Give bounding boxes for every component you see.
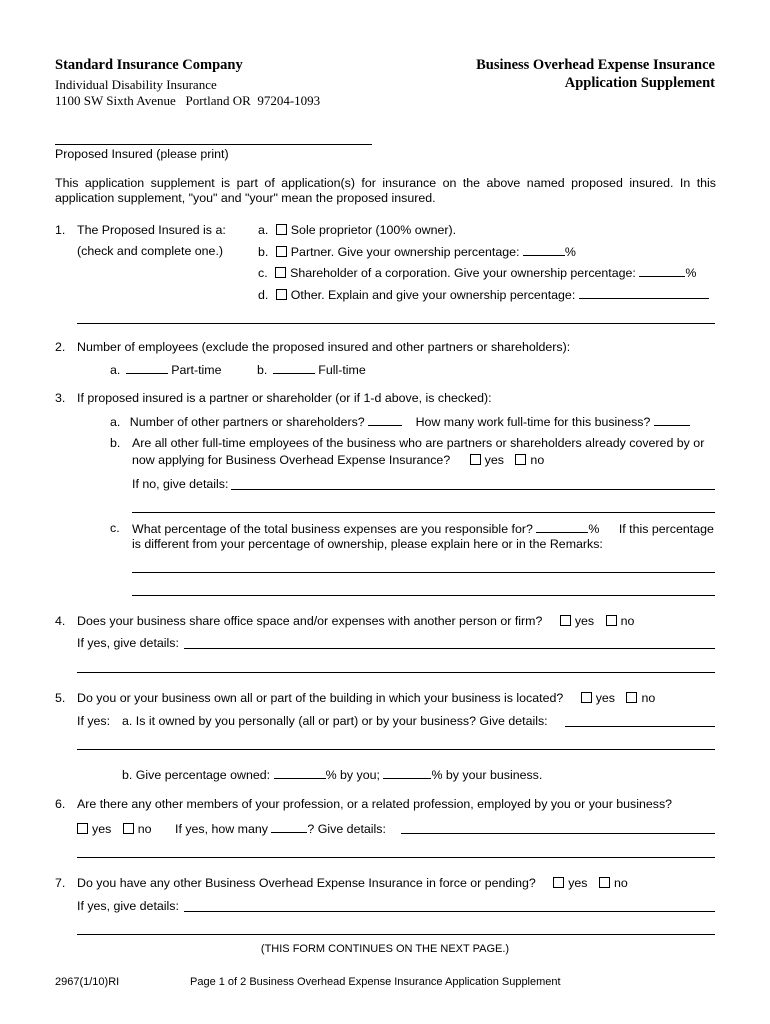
q5-b-text2: % by you; — [325, 768, 380, 782]
q7-yes-checkbox[interactable] — [553, 877, 564, 888]
q6-number: 6. — [55, 797, 66, 811]
division-name: Individual Disability Insurance — [55, 77, 217, 92]
q7-yes-label: yes — [568, 876, 588, 890]
q1-d-explain-line[interactable] — [77, 323, 715, 324]
q3-b-no-checkbox[interactable] — [515, 454, 526, 465]
q3-c-letter: c. — [110, 521, 120, 535]
q7-details-label: If yes, give details: — [77, 899, 179, 913]
q3-a-partners-field[interactable] — [368, 414, 402, 426]
q1-d-text: Other. Explain and give your ownership percentage: — [290, 288, 576, 302]
q3-b-details-line-2[interactable] — [132, 512, 715, 513]
q7-details-line-1[interactable] — [184, 911, 715, 912]
q5-yes-label: yes — [595, 691, 616, 705]
q1-number: 1. — [55, 223, 66, 237]
q3-c-text1: What percentage of the total business expenses are you responsible for? — [132, 522, 533, 536]
q4-text: Does your business share office space and/or expenses with another person or firm? — [77, 614, 543, 628]
q7-details-line-2[interactable] — [77, 934, 715, 935]
q6-details-line-2[interactable] — [77, 857, 715, 858]
q6-no-label: no — [137, 822, 152, 836]
q4-details-line-1[interactable] — [184, 648, 715, 649]
q7-number: 7. — [55, 876, 66, 890]
q3-b-yes-checkbox[interactable] — [470, 454, 481, 465]
q2-b-letter: b. — [257, 363, 268, 377]
q6-text: Are there any other members of your profession, or a related profession, employed by you or your business? — [77, 797, 673, 811]
q1-b-text: Partner. Give your ownership percentage: — [290, 245, 520, 259]
q1-a-checkbox[interactable] — [276, 224, 287, 235]
q3-b-details-line-1[interactable] — [231, 489, 715, 490]
q1-a-letter: a. — [258, 223, 269, 237]
q2-a-letter: a. — [110, 363, 121, 377]
q1-a-text: Sole proprietor (100% owner). — [290, 223, 457, 237]
q3-c-explain-line-2[interactable] — [132, 595, 715, 596]
q3-c-text1b: If this percentage — [618, 522, 714, 536]
company-address: 1100 SW Sixth Avenue Portland OR 97204-1093 — [55, 93, 321, 108]
q1-b-percentage-field[interactable] — [523, 244, 565, 256]
q1-c-percentage-field[interactable] — [639, 265, 685, 277]
q5-row — [77, 691, 655, 705]
q1-c-suffix: % — [685, 266, 697, 280]
q5-a-text: a. Is it owned by you personally (all or part) or by your business? Give details: — [122, 714, 548, 728]
q5-b-you-field[interactable] — [274, 767, 326, 779]
q6-yes-label: yes — [92, 822, 112, 836]
q1-b-letter: b. — [258, 245, 269, 259]
form-title-line-1: Business Overhead Expense Insurance — [476, 57, 715, 73]
q5-a-details-line-1[interactable] — [565, 726, 715, 727]
q7-no-checkbox[interactable] — [599, 877, 610, 888]
q3-a-letter: a. — [110, 415, 121, 429]
q2-full-time — [257, 362, 366, 377]
q4-details-line-2[interactable] — [77, 672, 715, 673]
q3-c-explain-line-1[interactable] — [132, 572, 715, 573]
form-number: 2967(1/10)RI — [55, 976, 120, 988]
form-title-line-2: Application Supplement — [564, 75, 715, 91]
q3-a-text: Number of other partners or shareholders? — [129, 415, 365, 429]
q1-option-a — [258, 223, 456, 237]
q3-b-no-label: no — [530, 453, 545, 467]
q3-a-text2: How many work full-time for this business? — [415, 415, 651, 429]
q4-yes-label: yes — [574, 614, 595, 628]
q6-details-line-1[interactable] — [401, 833, 715, 834]
q5-text: Do you or your business own all or part of the building in which your business is located? — [77, 691, 564, 705]
q4-no-label: no — [620, 614, 635, 628]
q7-row — [77, 876, 628, 890]
q1-c-checkbox[interactable] — [275, 267, 286, 278]
q4-yes-checkbox[interactable] — [560, 615, 571, 626]
q3-b-text1: Are all other full-time employees of the business who are partners or shareholders already covered by or — [132, 436, 705, 450]
q5-b-text3: % by your business. — [431, 768, 543, 782]
q2-b-text: Full-time — [318, 363, 366, 377]
q5-number: 5. — [55, 691, 66, 705]
q4-details-label: If yes, give details: — [77, 636, 179, 650]
q1-option-c — [258, 265, 696, 280]
q4-number: 4. — [55, 614, 66, 628]
q3-a-fulltime-field[interactable] — [654, 414, 690, 426]
q5-if-yes-label: If yes: — [77, 714, 111, 728]
q5-no-label: no — [641, 691, 656, 705]
company-name: Standard Insurance Company — [55, 57, 243, 73]
q2-text: Number of employees (exclude the proposed insured and other partners or shareholders): — [77, 340, 571, 354]
q3-text: If proposed insured is a partner or shareholder (or if 1-d above, is checked): — [77, 391, 492, 405]
q3-c-text2: is different from your percentage of ownership, please explain here or in the Remarks: — [132, 537, 603, 551]
q5-b-business-field[interactable] — [383, 767, 431, 779]
q2-number: 2. — [55, 340, 66, 354]
q3-a-row — [110, 414, 690, 429]
proposed-insured-label: Proposed Insured (please print) — [55, 147, 229, 161]
q5-b-row — [122, 767, 542, 782]
page-info: Page 1 of 2 Business Overhead Expense Insurance Application Supplement — [190, 976, 561, 988]
q1-b-suffix: % — [564, 245, 576, 259]
q3-b-yes-label: yes — [484, 453, 504, 467]
q2-full-time-field[interactable] — [273, 362, 315, 374]
q6-row2 — [77, 821, 386, 836]
q3-b-letter: b. — [110, 436, 121, 450]
q2-a-text: Part-time — [171, 363, 222, 377]
q3-b-text2: now applying for Business Overhead Expense Insurance? — [132, 453, 451, 467]
q6-how-many-label: If yes, how many — [175, 822, 268, 836]
q7-no-label: no — [613, 876, 628, 890]
q3-number: 3. — [55, 391, 66, 405]
proposed-insured-name-line[interactable] — [55, 144, 372, 145]
q6-yes-checkbox[interactable] — [77, 823, 88, 834]
q5-b-text1: b. Give percentage owned: — [122, 768, 271, 782]
q3-c-percentage-field[interactable] — [536, 521, 588, 533]
q5-a-details-line-2[interactable] — [77, 749, 715, 750]
q1-d-checkbox[interactable] — [276, 289, 287, 300]
q1-d-letter: d. — [258, 288, 269, 302]
q1-option-d — [258, 287, 709, 302]
q1-b-checkbox[interactable] — [276, 246, 287, 257]
q5-yes-checkbox[interactable] — [581, 692, 592, 703]
q7-text: Do you have any other Business Overhead Expense Insurance in force or pending? — [77, 876, 536, 890]
q1-hint: (check and complete one.) — [77, 244, 224, 258]
q4-no-checkbox[interactable] — [606, 615, 617, 626]
q3-b-details-label: If no, give details: — [132, 477, 229, 491]
q3-c-row1 — [132, 521, 714, 536]
q3-b-row2 — [132, 453, 544, 467]
q4-row — [77, 614, 634, 628]
q1-d-explain-field[interactable] — [579, 287, 709, 299]
form-continues-note: (THIS FORM CONTINUES ON THE NEXT PAGE.) — [260, 943, 510, 955]
q5-no-checkbox[interactable] — [626, 692, 637, 703]
q1-c-letter: c. — [258, 266, 268, 280]
q2-part-time-field[interactable] — [126, 362, 168, 374]
q1-option-b — [258, 244, 576, 259]
q1-c-text: Shareholder of a corporation. Give your ownership percentage: — [290, 266, 636, 280]
q3-c-pct: % — [588, 522, 600, 536]
q6-no-checkbox[interactable] — [123, 823, 134, 834]
q1-text: The Proposed Insured is a: — [77, 223, 226, 237]
q6-how-many-field[interactable] — [271, 821, 307, 833]
intro-paragraph: This application supplement is part of application(s) for insurance on the above named proposed insured. In this application supplement, "you" and "your" mean the proposed insured. — [55, 176, 716, 205]
q2-part-time — [110, 362, 222, 377]
q6-details-label: ? Give details: — [307, 822, 386, 836]
